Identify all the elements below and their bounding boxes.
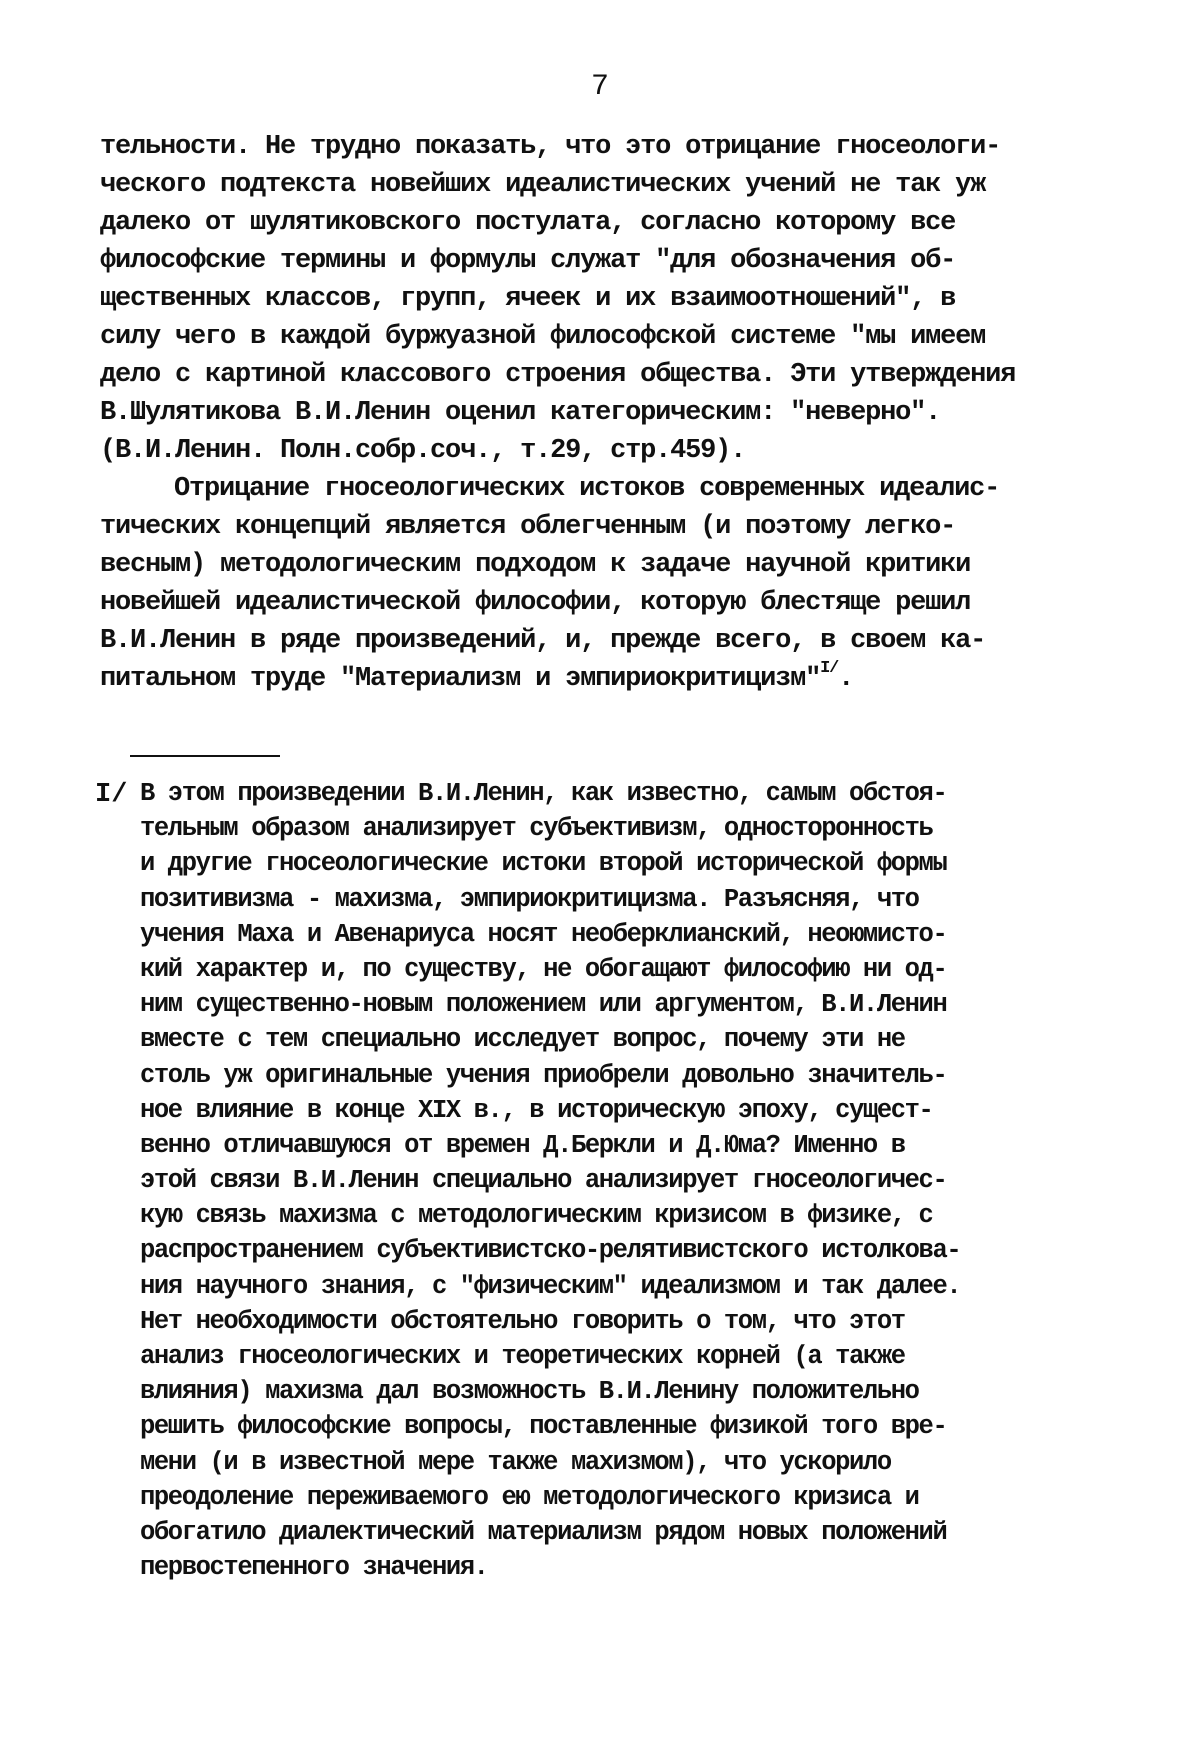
text-line: Отрицание гносеологических истоков современных идеалис- (174, 474, 1000, 504)
footnote-line: вместе с тем специально исследует вопрос, почему эти не (140, 1025, 905, 1055)
footnote-line: мени (и в известной мере также махизмом), что ускорило (140, 1447, 891, 1477)
footnote-line: кий характер и, по существу, не обогащают философию ни од- (140, 954, 947, 984)
footnote-line: и другие гносеологические истоки второй исторической формы (140, 849, 947, 879)
footnote-line: решить философские вопросы, поставленные физикой того вре- (140, 1412, 947, 1442)
text-line: философские термины и формулы служат "для обозначения об- (100, 246, 956, 276)
text-line: (В.И.Ленин. Полн.собр.соч., т.29, стр.459). (100, 436, 746, 466)
footnote-line: первостепенного значения. (140, 1553, 488, 1583)
footnote-reference: I/ (820, 659, 839, 678)
footnote-line: ния научного знания, с "физическим" идеализмом и так далее. (140, 1271, 961, 1301)
footnote-separator (130, 755, 280, 757)
footnote-line: столь уж оригинальные учения приобрели довольно значитель- (140, 1060, 947, 1090)
text-line: щественных классов, групп, ячеек и их взаимоотношений", в (100, 284, 956, 314)
text-line-body: питальном труде "Материализм и эмпириокритицизм" (100, 664, 821, 694)
footnote-line: венно отличавшуюся от времен Д.Беркли и Д.Юма? Именно в (140, 1130, 905, 1160)
text-line: весным) методологическим подходом к задаче научной критики (100, 550, 971, 580)
text-line: ческого подтекста новейших идеалистических учений не так уж (100, 170, 986, 200)
footnote-line: учения Маха и Авенариуса носят необерклианский, неоюмисто- (140, 919, 947, 949)
text-line: далеко от шулятиковского постулата, согласно которому все (100, 208, 956, 238)
footnote-line: распространением субъективистско-релятивистского истолкова- (140, 1236, 961, 1266)
footnote-line: ное влияние в конце XIX в., в историческую эпоху, сущест- (140, 1095, 933, 1125)
page-number: 7 (590, 70, 609, 104)
footnote-line: обогатило диалектический материализм рядом новых положений (140, 1517, 947, 1547)
text-line: В.Шулятикова В.И.Ленин оценил категорическим: "неверно". (100, 398, 941, 428)
footnote-line: влияния) махизма дал возможность В.И.Ленину положительно (140, 1377, 919, 1407)
footnote-line: В этом произведении В.И.Ленин, как известно, самым обстоя- (140, 779, 947, 808)
main-text (100, 128, 1100, 698)
footnote-line: тельным образом анализирует субъективизм, односторонность (140, 814, 933, 844)
footnote-line: анализ гносеологических и теоретических корней (а также (140, 1342, 905, 1371)
text-line: тельности. Не трудно показать, что это отрицание гносеологи- (100, 132, 1001, 162)
text-line: В.И.Ленин в ряде произведений, и, прежде всего, в своем ка- (100, 626, 986, 656)
footnote-text (140, 776, 1100, 1585)
footnote-line: ним существенно-новым положением или аргументом, В.И.Ленин (140, 990, 947, 1020)
footnote-line: этой связи В.И.Ленин специально анализирует гносеологичес- (140, 1166, 947, 1196)
footnote-line: позитивизма - махизма, эмпириокритицизма. Разъясняя, что (140, 884, 919, 914)
text-line: тических концепций является облегченным (и поэтому легко- (100, 512, 956, 542)
text-line: силу чего в каждой буржуазной философской системе "мы имеем (100, 322, 986, 352)
text-line-last (100, 660, 1100, 698)
footnote-line: преодоление переживаемого ею методологического кризиса и (140, 1482, 919, 1512)
text-line-end: . (838, 664, 854, 694)
footnote-mark: I/ (95, 780, 128, 810)
footnote-line: кую связь махизма с методологическим кризисом в физике, с (140, 1201, 933, 1231)
footnote-line: Нет необходимости обстоятельно говорить о том, что этот (140, 1306, 905, 1336)
text-line: дело с картиной классового строения общества. Эти утверждения (100, 360, 1016, 390)
text-line: новейшей идеалистической философии, которую блестяще решил (100, 588, 971, 618)
